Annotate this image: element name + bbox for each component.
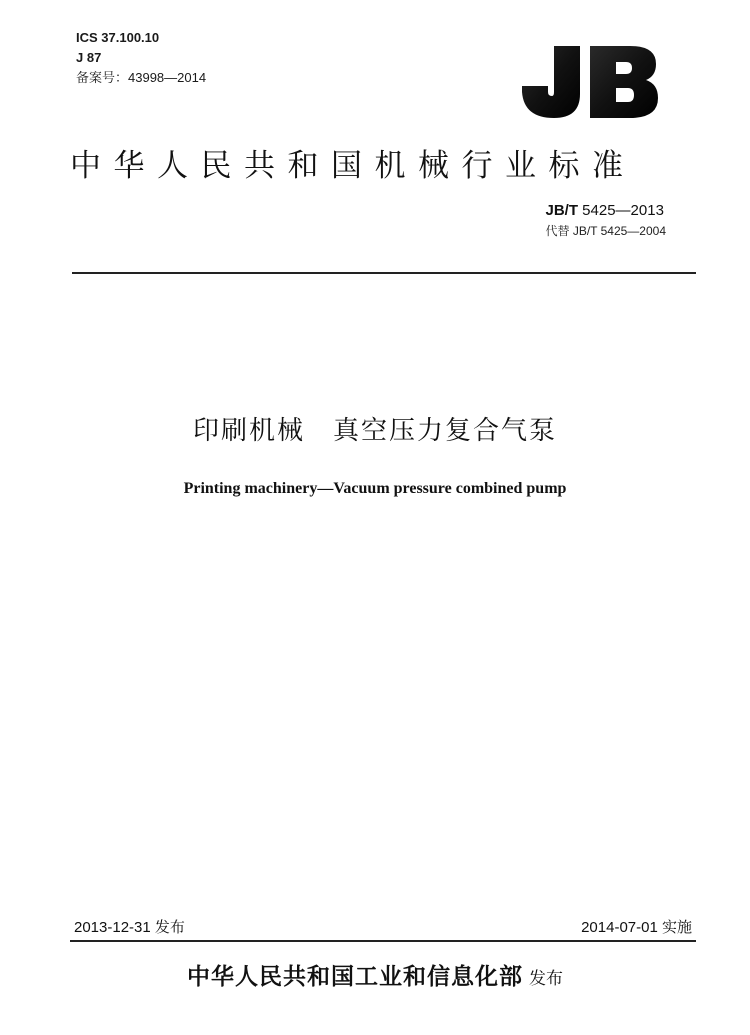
jb-logo-text: JB [588, 88, 590, 89]
standard-code [545, 200, 666, 222]
issuer-suffix: 发布 [529, 969, 563, 989]
jb-logo-letter-b [590, 46, 658, 118]
jb-logo-letter-j [522, 46, 580, 118]
industry-standard-title: 中华人民共和国机械行业标准 [70, 148, 636, 184]
top-divider [72, 272, 696, 274]
standard-code-prefix: JB/T [545, 202, 578, 219]
record-number: 备案号：43998—2014 [76, 70, 207, 85]
standard-code-number: 5425—2013 [582, 202, 664, 219]
document-title-english: Printing machinery—Vacuum pressure combined pump [183, 480, 567, 497]
category-code: J 87 [76, 50, 102, 65]
issue-date: 2013-12-31 发布 [74, 919, 185, 936]
jb-logo [518, 44, 660, 120]
issuer-line [0, 958, 750, 991]
issuer-name: 中华人民共和国工业和信息化部 [187, 964, 523, 990]
bottom-divider [70, 940, 696, 942]
classification-block [76, 28, 206, 88]
standard-code-block [545, 200, 666, 240]
ics-code: ICS 37.100.10 [76, 30, 160, 45]
implementation-date: 2014-07-01 实施 [581, 919, 692, 936]
replaces-standard: 代替 JB/T 5425—2004 [545, 224, 666, 238]
document-title-chinese: 印刷机械 真空压力复合气泵 [192, 416, 557, 446]
